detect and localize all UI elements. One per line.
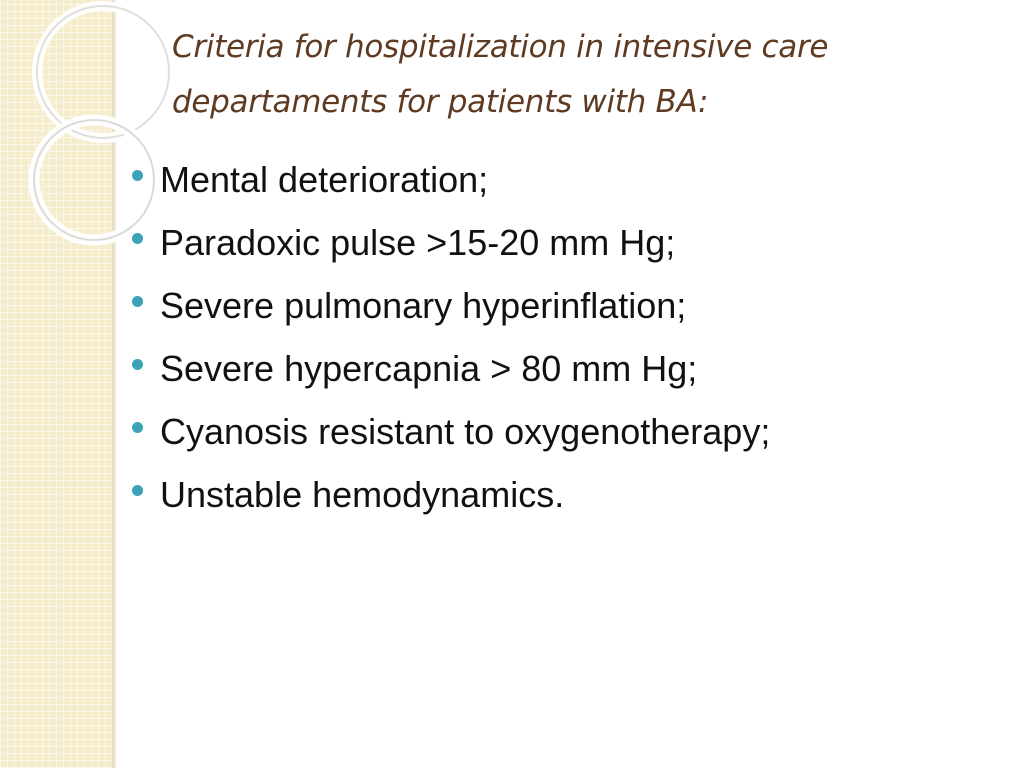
slide-title: Criteria for hospitalization in intensive care departaments for patients with BA: — [172, 29, 829, 120]
list-item — [128, 463, 998, 526]
list-item — [128, 148, 998, 211]
list-item — [128, 400, 998, 463]
bullet-list — [128, 148, 998, 526]
bullet-text: Unstable hemodynamics. — [160, 474, 565, 515]
bullet-text: Cyanosis resistant to oxygenotherapy; — [160, 411, 771, 452]
list-item — [128, 337, 998, 400]
bullet-text: Severe hypercapnia > 80 mm Hg; — [160, 348, 698, 389]
bullet-dot-icon — [132, 296, 143, 307]
bullet-dot-icon — [132, 485, 143, 496]
bullet-dot-icon — [132, 422, 143, 433]
bullet-dot-icon — [132, 359, 143, 370]
bullet-text: Severe pulmonary hyperinflation; — [160, 285, 687, 326]
bullet-dot-icon — [132, 170, 143, 181]
list-item — [128, 274, 998, 337]
bullet-text: Paradoxic pulse >15-20 mm Hg; — [160, 222, 676, 263]
list-item — [128, 211, 998, 274]
bullet-text: Mental deterioration; — [160, 159, 489, 200]
bullet-dot-icon — [132, 233, 143, 244]
